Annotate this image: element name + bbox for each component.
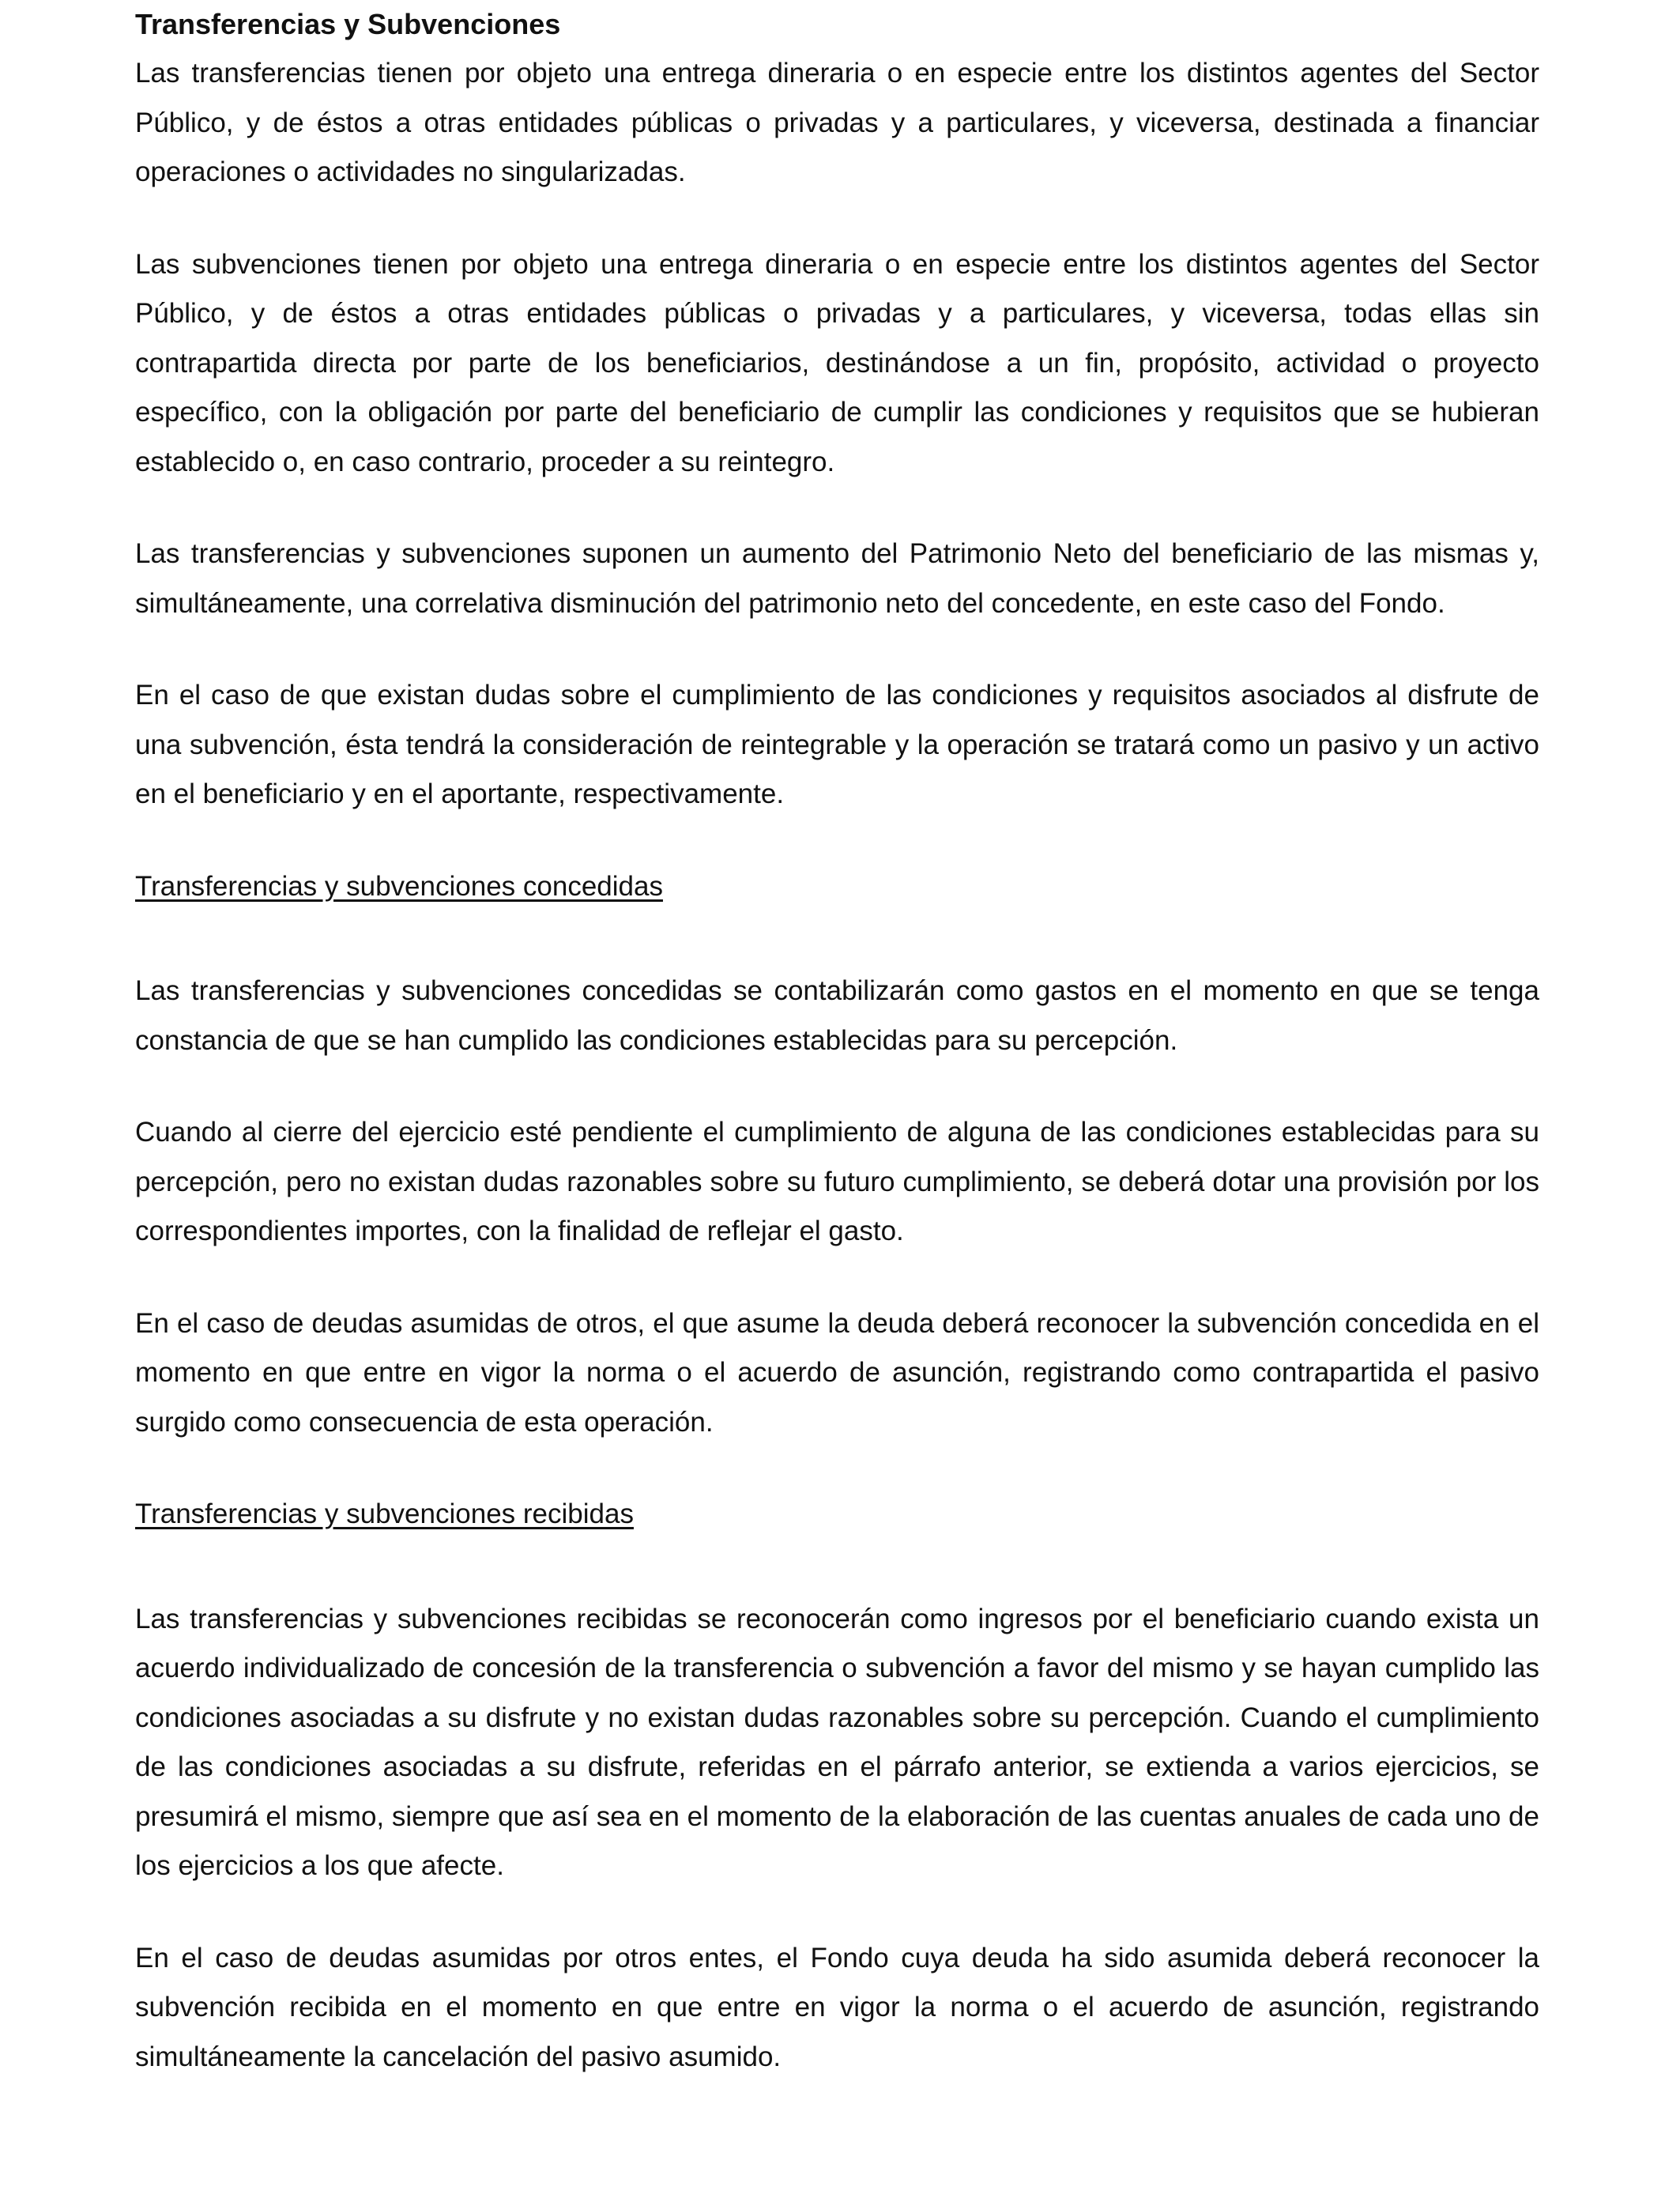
paragraph-dudas-cumplimiento: En el caso de que existan dudas sobre el cumplimiento de las condiciones y requisitos asociados al disfrute de una subvención, ésta tendrá la consideración de reintegrable y la operación se tratará como un pasivo y un activo en el beneficiario y en el aportante, respectivamente. [135,680,1539,809]
paragraph-concedidas-contabilizacion: Las transferencias y subvenciones concedidas se contabilizarán como gastos en el momento en que se tenga constancia de que se han cumplido las condiciones establecidas para su percepción. [135,975,1539,1056]
paragraph-patrimonio-neto: Las transferencias y subvenciones suponen un aumento del Patrimonio Neto del beneficiario de las mismas y, simultáneamente, una correlativa disminución del patrimonio neto del concedente, en este caso del Fondo. [135,538,1539,619]
document-page [135,0,1539,2082]
paragraph-recibidas-reconocimiento: Las transferencias y subvenciones recibidas se reconocerán como ingresos por el beneficiario cuando exista un acuerdo individualizado de concesión de la transferencia o subvención a favor del mismo y se hayan cumplido las condiciones asociadas a su disfrute y no existan dudas razonables sobre su percepción. Cuando el cumplimiento de las condiciones asociadas a su disfrute, referidas en el párrafo anterior, se extienda a varios ejercicios, se presumirá el mismo, siempre que así sea en el momento de la elaboración de las cuentas anuales de cada uno de los ejercicios a los que afecte. [135,1603,1539,1881]
document-title: Transferencias y Subvenciones [135,8,561,40]
paragraph-recibidas-deudas-asumidas: En el caso de deudas asumidas por otros entes, el Fondo cuya deuda ha sido asumida deberá reconocer la subvención recibida en el momento en que entre en vigor la norma o el acuerdo de asunción, registrando simultáneamente la cancelación del pasivo asumido. [135,1942,1539,2072]
paragraph-subvenciones-definition: Las subvenciones tienen por objeto una entrega dineraria o en especie entre los distintos agentes del Sector Público, y de éstos a otras entidades públicas o privadas y a particulares, y viceversa, todas ellas sin contrapartida directa por parte de los beneficiarios, destinándose a un fin, propósito, actividad o proyecto específico, con la obligación por parte del beneficiario de cumplir las condiciones y requisitos que se hubieran establecido o, en caso contrario, proceder a su reintegro. [135,248,1539,477]
paragraph-concedidas-deudas-asumidas: En el caso de deudas asumidas de otros, el que asume la deuda deberá reconocer la subvención concedida en el momento en que entre en vigor la norma o el acuerdo de asunción, registrando como contrapartida el pasivo surgido como consecuencia de esta operación. [135,1307,1539,1438]
section-heading-recibidas: Transferencias y subvenciones recibidas [135,1498,634,1529]
paragraph-concedidas-provision: Cuando al cierre del ejercicio esté pendiente el cumplimiento de alguna de las condiciones establecidas para su percepción, pero no existan dudas razonables sobre su futuro cumplimiento, se deberá dotar una provisión por los correspondientes importes, con la finalidad de reflejar el gasto. [135,1117,1539,1246]
paragraph-transferencias-definition: Las transferencias tienen por objeto una entrega dineraria o en especie entre los distintos agentes del Sector Público, y de éstos a otras entidades públicas o privadas y a particulares, y viceversa, destinada a financiar operaciones o actividades no singularizadas. [135,58,1539,187]
section-heading-concedidas: Transferencias y subvenciones concedidas [135,870,663,902]
